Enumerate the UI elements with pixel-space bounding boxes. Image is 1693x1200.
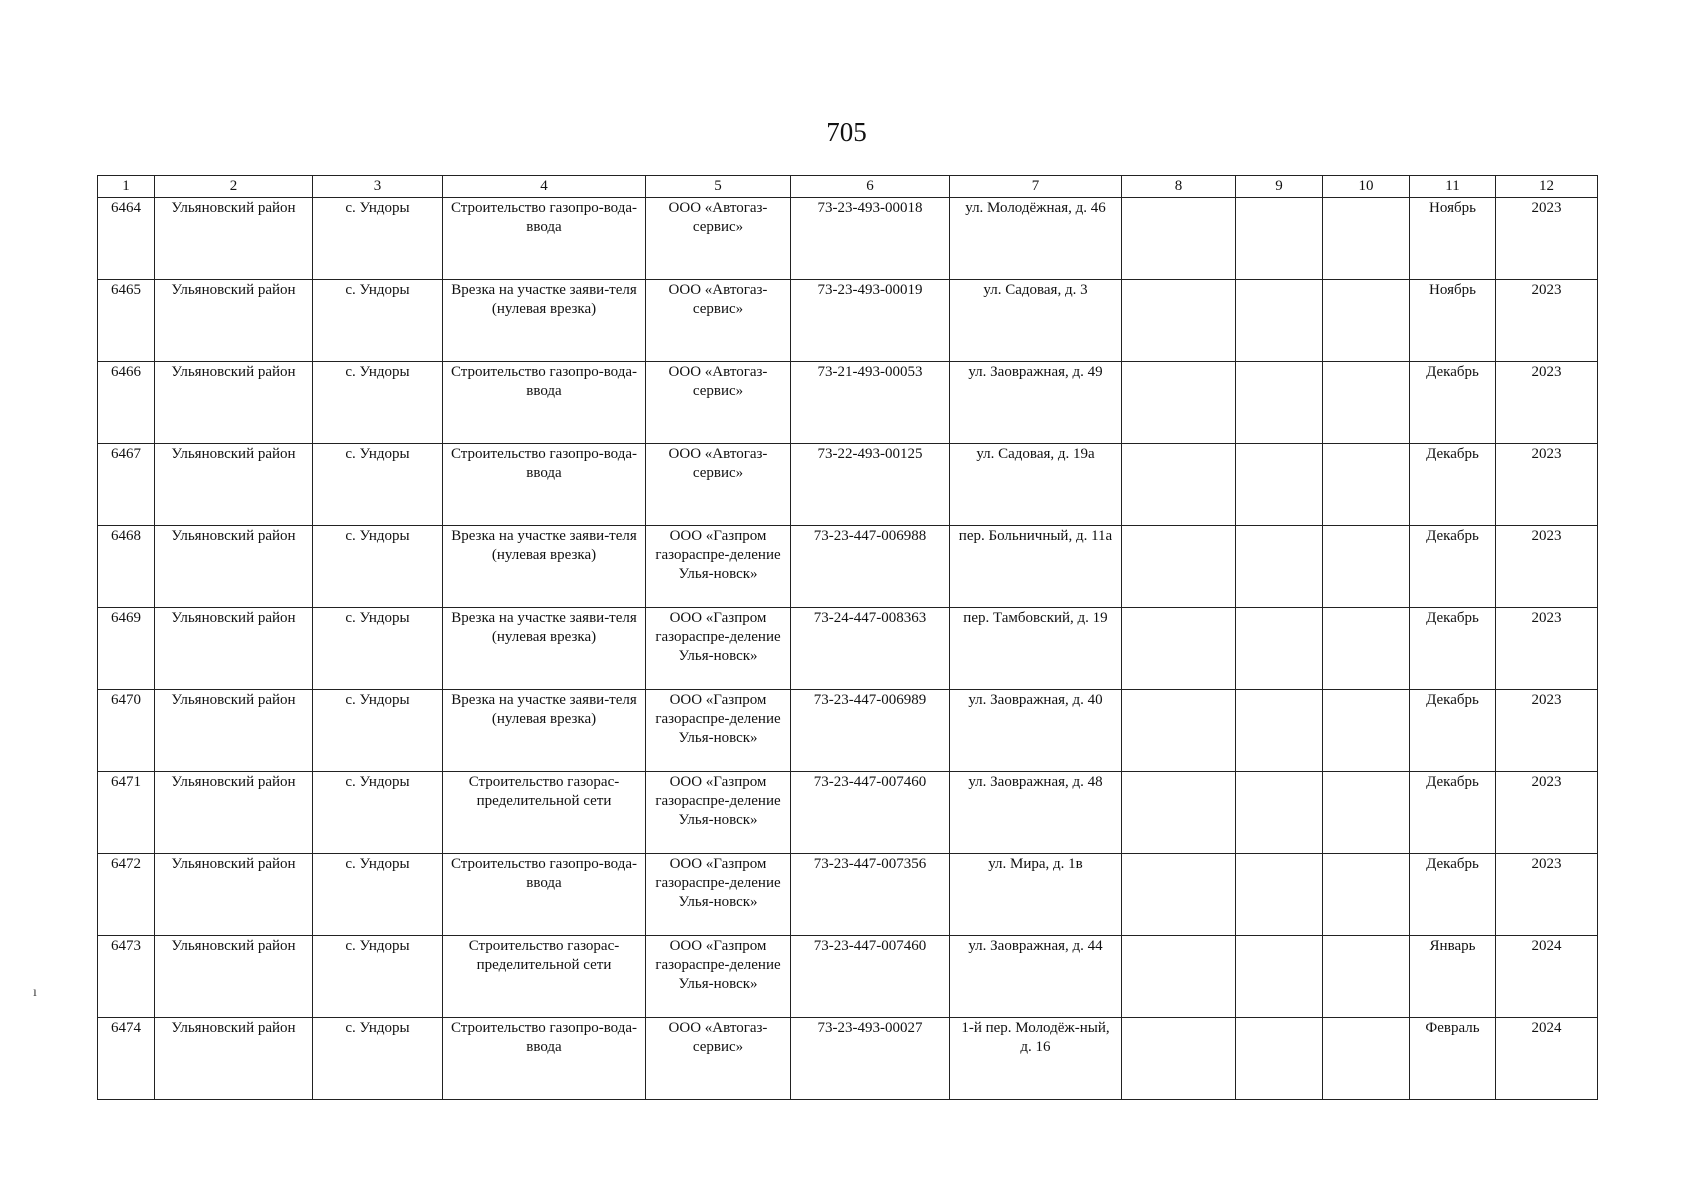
- cell-work-type: Строительство газопро-вода-ввода: [443, 362, 646, 444]
- cell-work-type: Строительство газорас-пределительной сети: [443, 936, 646, 1018]
- column-header: 1: [98, 176, 155, 198]
- column-header: 7: [950, 176, 1122, 198]
- cell-row-number: 6469: [98, 608, 155, 690]
- cell-work-type: Строительство газопро-вода-ввода: [443, 854, 646, 936]
- table-row: [98, 772, 1598, 854]
- cell-district: Ульяновский район: [155, 444, 313, 526]
- cell-year: 2024: [1496, 936, 1598, 1018]
- table-row: [98, 444, 1598, 526]
- cell-col-8: [1122, 772, 1236, 854]
- column-header: 2: [155, 176, 313, 198]
- cell-year: 2023: [1496, 772, 1598, 854]
- cell-district: Ульяновский район: [155, 772, 313, 854]
- cell-settlement: с. Ундоры: [313, 608, 443, 690]
- cell-district: Ульяновский район: [155, 936, 313, 1018]
- cell-ticket-number: 73-22-493-00125: [791, 444, 950, 526]
- cell-ticket-number: 73-23-493-00019: [791, 280, 950, 362]
- cell-col-8: [1122, 854, 1236, 936]
- cell-settlement: с. Ундоры: [313, 690, 443, 772]
- cell-row-number: 6474: [98, 1018, 155, 1100]
- cell-address: ул. Заовражная, д. 48: [950, 772, 1122, 854]
- cell-settlement: с. Ундоры: [313, 772, 443, 854]
- table-row: [98, 690, 1598, 772]
- cell-organization: ООО «Автогаз-сервис»: [646, 1018, 791, 1100]
- cell-col-10: [1323, 198, 1410, 280]
- cell-organization: ООО «Газпром газораспре-деление Улья-новск»: [646, 526, 791, 608]
- cell-col-9: [1236, 690, 1323, 772]
- cell-month: Февраль: [1410, 1018, 1496, 1100]
- cell-row-number: 6470: [98, 690, 155, 772]
- cell-col-9: [1236, 444, 1323, 526]
- cell-district: Ульяновский район: [155, 362, 313, 444]
- cell-district: Ульяновский район: [155, 854, 313, 936]
- cell-organization: ООО «Газпром газораспре-деление Улья-новск»: [646, 772, 791, 854]
- cell-month: Декабрь: [1410, 854, 1496, 936]
- cell-col-9: [1236, 362, 1323, 444]
- cell-work-type: Врезка на участке заяви-теля (нулевая врезка): [443, 280, 646, 362]
- cell-address: пер. Тамбовский, д. 19: [950, 608, 1122, 690]
- cell-col-8: [1122, 280, 1236, 362]
- cell-row-number: 6466: [98, 362, 155, 444]
- cell-row-number: 6467: [98, 444, 155, 526]
- cell-address: ул. Молодёжная, д. 46: [950, 198, 1122, 280]
- cell-col-10: [1323, 1018, 1410, 1100]
- cell-col-10: [1323, 280, 1410, 362]
- column-header: 4: [443, 176, 646, 198]
- cell-settlement: с. Ундоры: [313, 854, 443, 936]
- cell-month: Январь: [1410, 936, 1496, 1018]
- cell-ticket-number: 73-23-447-006988: [791, 526, 950, 608]
- cell-month: Ноябрь: [1410, 280, 1496, 362]
- cell-district: Ульяновский район: [155, 198, 313, 280]
- cell-year: 2023: [1496, 280, 1598, 362]
- cell-row-number: 6464: [98, 198, 155, 280]
- cell-col-10: [1323, 854, 1410, 936]
- cell-year: 2023: [1496, 854, 1598, 936]
- cell-ticket-number: 73-21-493-00053: [791, 362, 950, 444]
- cell-row-number: 6473: [98, 936, 155, 1018]
- cell-organization: ООО «Газпром газораспре-деление Улья-новск»: [646, 690, 791, 772]
- cell-col-8: [1122, 936, 1236, 1018]
- table-body: [98, 198, 1598, 1100]
- table-row: [98, 526, 1598, 608]
- table-row: [98, 362, 1598, 444]
- cell-col-9: [1236, 772, 1323, 854]
- cell-settlement: с. Ундоры: [313, 526, 443, 608]
- column-header: 8: [1122, 176, 1236, 198]
- cell-settlement: с. Ундоры: [313, 198, 443, 280]
- cell-address: ул. Заовражная, д. 40: [950, 690, 1122, 772]
- table-row: [98, 198, 1598, 280]
- cell-work-type: Строительство газопро-вода-ввода: [443, 198, 646, 280]
- cell-work-type: Строительство газорас-пределительной сети: [443, 772, 646, 854]
- cell-district: Ульяновский район: [155, 526, 313, 608]
- cell-work-type: Врезка на участке заяви-теля (нулевая врезка): [443, 526, 646, 608]
- cell-district: Ульяновский район: [155, 608, 313, 690]
- cell-address: пер. Больничный, д. 11а: [950, 526, 1122, 608]
- cell-district: Ульяновский район: [155, 690, 313, 772]
- cell-month: Декабрь: [1410, 444, 1496, 526]
- cell-year: 2023: [1496, 362, 1598, 444]
- cell-district: Ульяновский район: [155, 1018, 313, 1100]
- cell-work-type: Врезка на участке заяви-теля (нулевая врезка): [443, 608, 646, 690]
- cell-year: 2023: [1496, 444, 1598, 526]
- header-row: [98, 176, 1598, 198]
- cell-work-type: Строительство газопро-вода-ввода: [443, 1018, 646, 1100]
- cell-settlement: с. Ундоры: [313, 444, 443, 526]
- cell-year: 2023: [1496, 198, 1598, 280]
- cell-row-number: 6471: [98, 772, 155, 854]
- cell-address: ул. Заовражная, д. 49: [950, 362, 1122, 444]
- cell-settlement: с. Ундоры: [313, 1018, 443, 1100]
- column-header: 5: [646, 176, 791, 198]
- cell-col-10: [1323, 936, 1410, 1018]
- cell-settlement: с. Ундоры: [313, 362, 443, 444]
- cell-col-9: [1236, 936, 1323, 1018]
- cell-month: Декабрь: [1410, 608, 1496, 690]
- cell-col-10: [1323, 526, 1410, 608]
- cell-col-8: [1122, 608, 1236, 690]
- column-header: 12: [1496, 176, 1598, 198]
- cell-col-10: [1323, 608, 1410, 690]
- cell-organization: ООО «Автогаз-сервис»: [646, 198, 791, 280]
- cell-col-8: [1122, 444, 1236, 526]
- cell-month: Декабрь: [1410, 772, 1496, 854]
- cell-month: Ноябрь: [1410, 198, 1496, 280]
- table-row: [98, 936, 1598, 1018]
- cell-ticket-number: 73-23-447-007356: [791, 854, 950, 936]
- cell-work-type: Врезка на участке заяви-теля (нулевая врезка): [443, 690, 646, 772]
- stray-mark: ı: [33, 985, 37, 1000]
- cell-col-10: [1323, 362, 1410, 444]
- cell-address: ул. Заовражная, д. 44: [950, 936, 1122, 1018]
- cell-col-8: [1122, 526, 1236, 608]
- cell-organization: ООО «Автогаз-сервис»: [646, 362, 791, 444]
- cell-row-number: 6465: [98, 280, 155, 362]
- cell-address: 1-й пер. Молодёж-ный, д. 16: [950, 1018, 1122, 1100]
- cell-year: 2024: [1496, 1018, 1598, 1100]
- cell-col-8: [1122, 198, 1236, 280]
- cell-organization: ООО «Автогаз-сервис»: [646, 444, 791, 526]
- cell-address: ул. Садовая, д. 3: [950, 280, 1122, 362]
- cell-col-8: [1122, 362, 1236, 444]
- cell-address: ул. Мира, д. 1в: [950, 854, 1122, 936]
- cell-row-number: 6472: [98, 854, 155, 936]
- cell-col-8: [1122, 1018, 1236, 1100]
- cell-year: 2023: [1496, 526, 1598, 608]
- page-number: 705: [826, 117, 867, 147]
- column-header: 3: [313, 176, 443, 198]
- cell-month: Декабрь: [1410, 526, 1496, 608]
- cell-col-9: [1236, 854, 1323, 936]
- table-row: [98, 1018, 1598, 1100]
- column-header: 6: [791, 176, 950, 198]
- cell-organization: ООО «Газпром газораспре-деление Улья-новск»: [646, 936, 791, 1018]
- cell-settlement: с. Ундоры: [313, 936, 443, 1018]
- column-header: 10: [1323, 176, 1410, 198]
- cell-ticket-number: 73-23-447-007460: [791, 772, 950, 854]
- column-header: 11: [1410, 176, 1496, 198]
- cell-organization: ООО «Газпром газораспре-деление Улья-новск»: [646, 854, 791, 936]
- cell-settlement: с. Ундоры: [313, 280, 443, 362]
- cell-work-type: Строительство газопро-вода-ввода: [443, 444, 646, 526]
- cell-district: Ульяновский район: [155, 280, 313, 362]
- cell-month: Декабрь: [1410, 690, 1496, 772]
- cell-col-10: [1323, 690, 1410, 772]
- cell-ticket-number: 73-23-447-006989: [791, 690, 950, 772]
- registry-table: [97, 175, 1598, 1100]
- cell-col-9: [1236, 280, 1323, 362]
- cell-ticket-number: 73-23-493-00027: [791, 1018, 950, 1100]
- cell-month: Декабрь: [1410, 362, 1496, 444]
- table-row: [98, 608, 1598, 690]
- cell-ticket-number: 73-24-447-008363: [791, 608, 950, 690]
- cell-col-10: [1323, 444, 1410, 526]
- cell-row-number: 6468: [98, 526, 155, 608]
- cell-col-10: [1323, 772, 1410, 854]
- cell-col-9: [1236, 198, 1323, 280]
- cell-year: 2023: [1496, 608, 1598, 690]
- cell-col-9: [1236, 526, 1323, 608]
- cell-col-9: [1236, 608, 1323, 690]
- cell-year: 2023: [1496, 690, 1598, 772]
- cell-col-8: [1122, 690, 1236, 772]
- table-row: [98, 280, 1598, 362]
- table-row: [98, 854, 1598, 936]
- cell-col-9: [1236, 1018, 1323, 1100]
- cell-organization: ООО «Автогаз-сервис»: [646, 280, 791, 362]
- column-header: 9: [1236, 176, 1323, 198]
- cell-address: ул. Садовая, д. 19а: [950, 444, 1122, 526]
- cell-organization: ООО «Газпром газораспре-деление Улья-новск»: [646, 608, 791, 690]
- cell-ticket-number: 73-23-493-00018: [791, 198, 950, 280]
- cell-ticket-number: 73-23-447-007460: [791, 936, 950, 1018]
